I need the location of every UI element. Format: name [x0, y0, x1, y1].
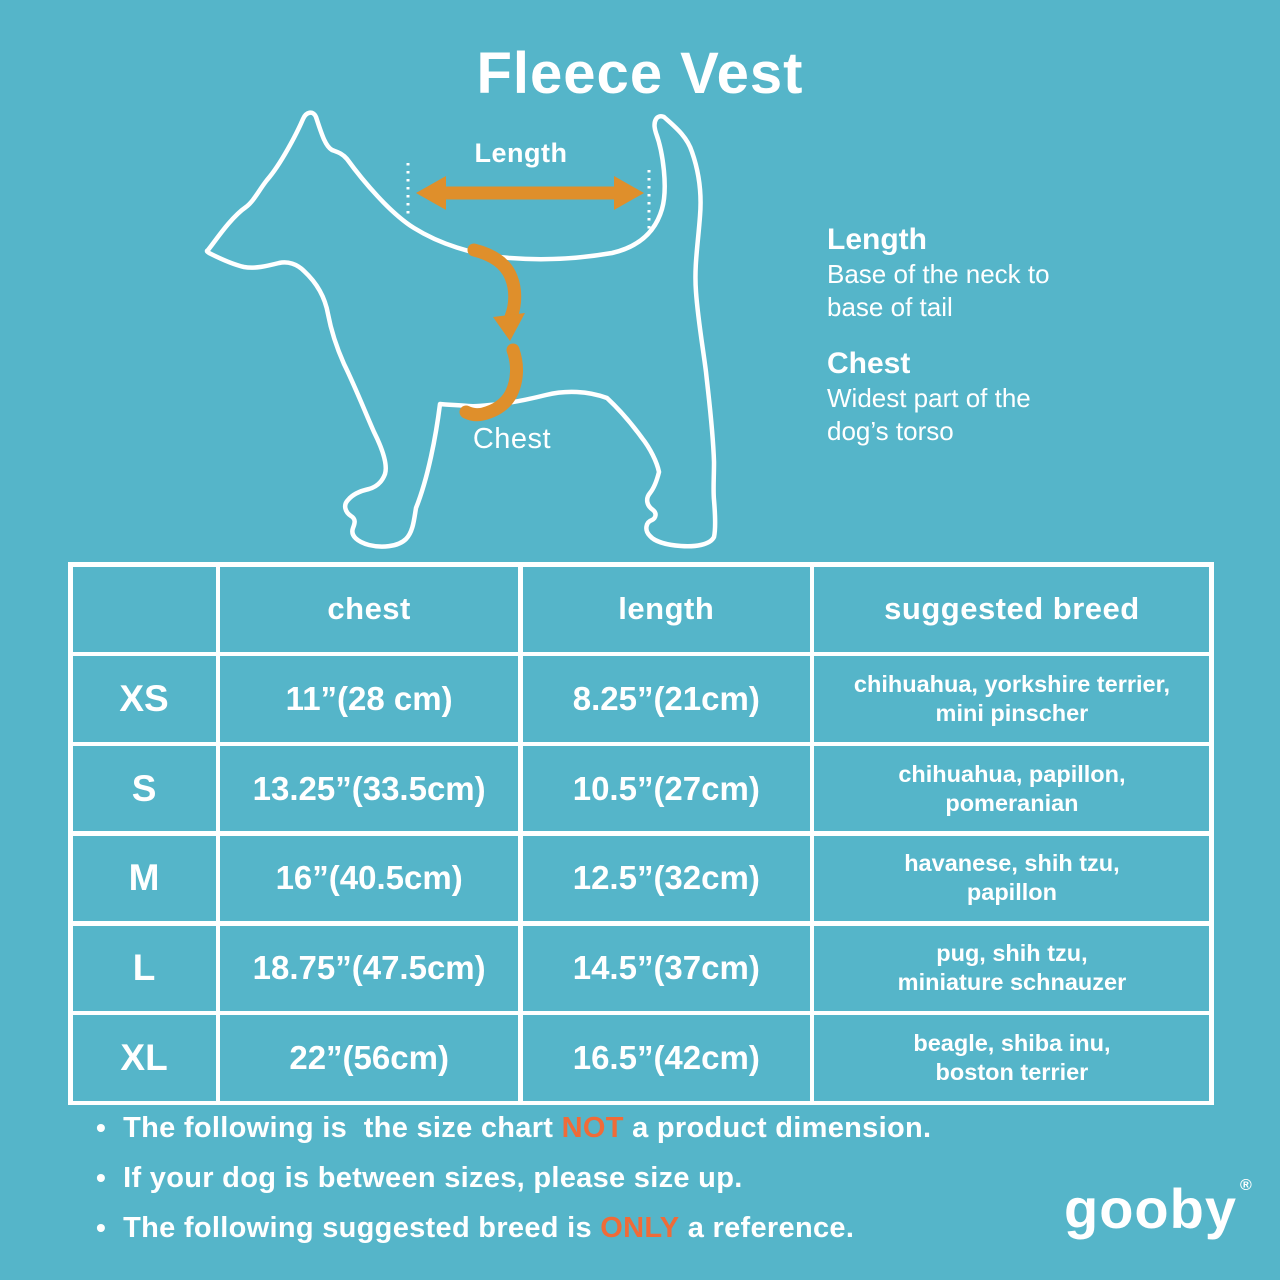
footnote-text: a reference.	[679, 1212, 855, 1244]
chest-definition-line2: dog’s torso	[827, 416, 954, 446]
table-row-l-size: L	[73, 926, 216, 1011]
table-row-s-size: S	[73, 746, 216, 831]
table-row-xl-chest: 22”(56cm)	[220, 1015, 518, 1100]
table-row-l-breed	[814, 926, 1209, 1011]
breed-line: miniature schnauzer	[897, 969, 1127, 996]
breed-line: mini pinscher	[935, 699, 1089, 726]
breed-line: havanese, shih tzu,	[904, 850, 1120, 877]
table-row-s-chest: 13.25”(33.5cm)	[220, 746, 518, 831]
footnote-text: The following suggested breed is	[123, 1212, 601, 1244]
footnote-size-up	[96, 1162, 931, 1212]
footnote-breed-reference	[96, 1212, 931, 1262]
brand-name: gooby	[1064, 1177, 1237, 1240]
registered-trademark-icon: ®	[1239, 1177, 1253, 1194]
table-row-m-size: M	[73, 836, 216, 921]
table-header-size	[73, 567, 216, 652]
bullet-icon: •	[96, 1112, 107, 1143]
chest-definition-term: Chest	[827, 347, 911, 380]
size-table	[68, 562, 1214, 1105]
breed-line: beagle, shiba inu,	[913, 1029, 1111, 1056]
table-row-xs-chest: 11”(28 cm)	[220, 656, 518, 741]
table-row-m-breed	[814, 836, 1209, 921]
footnote-highlight: ONLY	[600, 1212, 680, 1244]
table-row-xl-breed	[814, 1015, 1209, 1100]
table-row-xl-length: 16.5”(42cm)	[523, 1015, 810, 1100]
table-row-m-chest: 16”(40.5cm)	[220, 836, 518, 921]
breed-line: boston terrier	[935, 1058, 1089, 1085]
bullet-icon: •	[96, 1212, 107, 1243]
table-row-s-breed	[814, 746, 1209, 831]
table-row-xl-size: XL	[73, 1015, 216, 1100]
table-row-xs-size: XS	[73, 656, 216, 741]
breed-line: chihuahua, yorkshire terrier,	[853, 670, 1170, 697]
footnotes	[96, 1112, 931, 1262]
table-row-xs-length: 8.25”(21cm)	[523, 656, 810, 741]
length-definition-line1: Base of the neck to	[827, 259, 1050, 289]
breed-line: pug, shih tzu,	[936, 940, 1088, 967]
dog-outline	[207, 113, 715, 547]
length-arrow	[416, 176, 644, 210]
table-header-chest: chest	[220, 567, 518, 652]
table-row-xs-breed	[814, 656, 1209, 741]
table-header-breed: suggested breed	[814, 567, 1209, 652]
breed-line: pomeranian	[945, 789, 1079, 816]
chest-diagram-label: Chest	[472, 423, 552, 455]
chest-arrowhead	[493, 313, 525, 341]
footnote-size-chart	[96, 1112, 931, 1162]
table-row-l-length: 14.5”(37cm)	[523, 926, 810, 1011]
table-header-length: length	[523, 567, 810, 652]
table-row-l-chest: 18.75”(47.5cm)	[220, 926, 518, 1011]
length-definition	[827, 222, 1050, 324]
footnote-text: If your dog is between sizes, please size up.	[123, 1162, 743, 1194]
gooby-logo	[1064, 1176, 1253, 1241]
table-row-s-length: 10.5”(27cm)	[523, 746, 810, 831]
length-definition-line2: base of tail	[827, 292, 953, 322]
footnote-text: a product dimension.	[623, 1112, 932, 1144]
length-diagram-label: Length	[474, 138, 568, 168]
page-title: Fleece Vest	[476, 41, 804, 106]
footnote-text: The following is the size chart	[123, 1112, 562, 1144]
chest-definition-line1: Widest part of the	[827, 383, 1031, 413]
table-row-m-length: 12.5”(32cm)	[523, 836, 810, 921]
chest-definition	[827, 346, 1050, 448]
length-definition-term: Length	[827, 223, 927, 256]
bullet-icon: •	[96, 1162, 107, 1193]
breed-line: chihuahua, papillon,	[898, 760, 1126, 787]
footnote-highlight: NOT	[561, 1112, 624, 1144]
measurement-definitions	[827, 222, 1050, 448]
breed-line: papillon	[966, 879, 1057, 906]
